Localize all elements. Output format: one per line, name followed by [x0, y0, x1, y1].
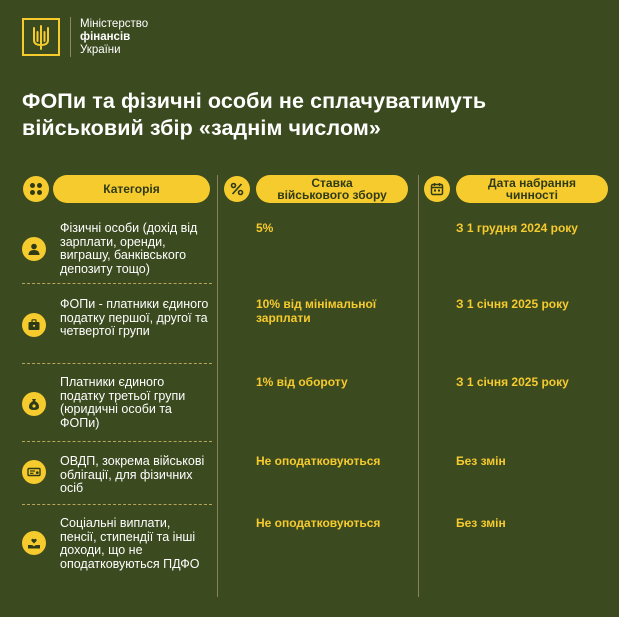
- logo-line-1: Міністерство: [80, 17, 149, 30]
- row-separator: [22, 504, 212, 505]
- person-icon: [22, 237, 46, 261]
- row-separator: [22, 363, 212, 364]
- coin-bag-icon: [22, 392, 46, 416]
- row-category: Соціальні виплати, пенсії, стипендії та інші доходи, що не оподатковуються ПДФО: [60, 516, 200, 571]
- percent-icon: [224, 176, 250, 202]
- header-category-label: Категорія: [103, 182, 160, 196]
- column-divider-1: [217, 175, 218, 597]
- header-date-line-1: Дата набрання: [488, 176, 576, 190]
- header-date: [456, 175, 608, 203]
- grid-icon: [23, 176, 49, 202]
- logo-divider: [70, 17, 71, 57]
- row-category: Фізичні особи (дохід від зарплати, оренди, виграшу, банківського депозиту тощо): [60, 221, 198, 276]
- row-date: З 1 січня 2025 року: [456, 297, 569, 311]
- row-category: ФОПи - платники єдиного податку першої, другої та четвертої групи: [60, 297, 209, 338]
- header-rate: [256, 175, 408, 203]
- row-date: Без змін: [456, 516, 506, 530]
- hands-heart-icon: [22, 531, 46, 555]
- row-rate: 10% від мінімальної зарплати: [256, 297, 377, 325]
- row-category: Платники єдиного податку третьої групи (юридичні особи та ФОПи): [60, 375, 186, 430]
- page-title: [22, 88, 612, 142]
- bond-icon: [22, 460, 46, 484]
- calendar-icon: [424, 176, 450, 202]
- title-line-1: ФОПи та фізичні особи не сплачуватимуть: [22, 89, 487, 113]
- row-category: ОВДП, зокрема військові облігації, для фізичних осіб: [60, 454, 205, 495]
- row-separator: [22, 441, 212, 442]
- header-category: [53, 175, 210, 203]
- column-divider-2: [418, 175, 419, 597]
- row-rate: Не оподатковуються: [256, 516, 381, 530]
- row-date: Без змін: [456, 454, 506, 468]
- logo-line-3: України: [80, 43, 121, 56]
- row-date: З 1 січня 2025 року: [456, 375, 569, 389]
- trident-icon: [22, 18, 60, 56]
- row-date: З 1 грудня 2024 року: [456, 221, 578, 235]
- header-rate-line-1: Ставка: [311, 176, 353, 190]
- logo-line-2: фінансів: [80, 30, 131, 43]
- row-rate: 5%: [256, 221, 274, 235]
- ministry-logo: [22, 17, 148, 57]
- row-separator: [22, 283, 212, 284]
- row-rate: 1% від обороту: [256, 375, 348, 389]
- logo-text: [80, 18, 148, 57]
- row-rate: Не оподатковуються: [256, 454, 381, 468]
- header-rate-line-2: військового збору: [277, 188, 387, 202]
- title-line-2: військовий збір «заднім числом»: [22, 116, 381, 140]
- briefcase-icon: [22, 313, 46, 337]
- header-date-line-2: чинності: [506, 188, 558, 202]
